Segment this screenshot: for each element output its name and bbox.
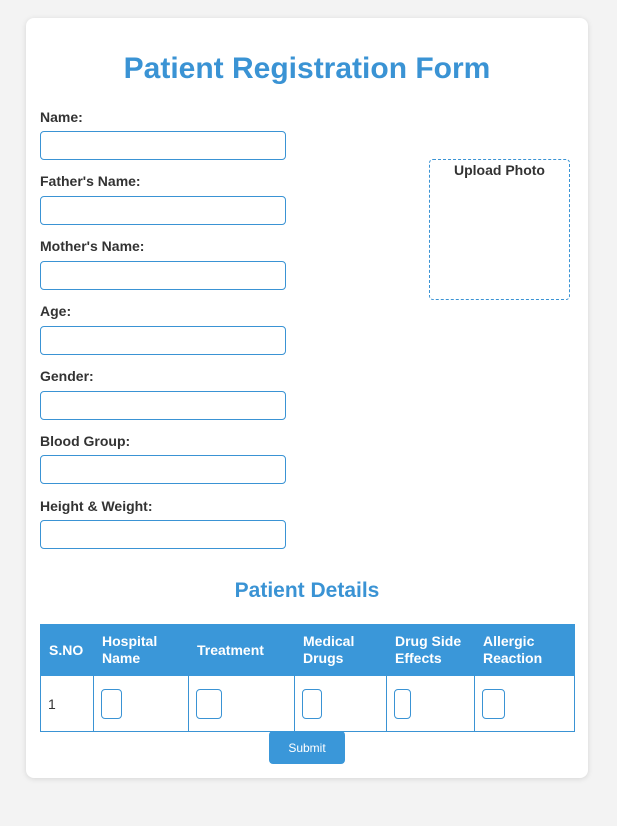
page-title: Patient Registration Form [123, 52, 491, 85]
drug-side-effects-input[interactable] [394, 689, 411, 719]
upload-photo-label: Upload Photo [454, 162, 545, 178]
mothers-name-field[interactable] [40, 261, 286, 290]
name-field[interactable] [40, 131, 286, 160]
table-header-row [41, 625, 575, 676]
medical-drugs-cell [295, 676, 387, 732]
sno-cell: 1 [41, 676, 94, 732]
patient-details-table [40, 624, 575, 732]
fathers-name-field[interactable] [40, 196, 286, 225]
allergic-reaction-input[interactable] [482, 689, 505, 719]
column-header-sno: S.NO [41, 625, 94, 676]
treatment-cell [189, 676, 295, 732]
upload-photo-box[interactable] [429, 159, 570, 300]
hospital-name-input[interactable] [101, 689, 122, 719]
gender-label: Gender: [40, 368, 94, 384]
submit-button[interactable]: Submit [269, 731, 345, 764]
fathers-name-label: Father's Name: [40, 173, 141, 189]
column-header-allergic-reaction: Allergic Reaction [475, 625, 575, 676]
age-field[interactable] [40, 326, 286, 355]
column-header-medical-drugs: Medical Drugs [295, 625, 387, 676]
medical-drugs-input[interactable] [302, 689, 322, 719]
allergic-reaction-cell [475, 676, 575, 732]
blood-group-label: Blood Group: [40, 433, 131, 449]
height-weight-field[interactable] [40, 520, 286, 549]
table-row [41, 676, 575, 732]
blood-group-field[interactable] [40, 455, 286, 484]
patient-details-title: Patient Details [234, 579, 380, 602]
mothers-name-label: Mother's Name: [40, 238, 145, 254]
column-header-treatment: Treatment [189, 625, 295, 676]
column-header-drug-side-effects: Drug Side Effects [387, 625, 475, 676]
name-label: Name: [40, 109, 83, 125]
treatment-input[interactable] [196, 689, 222, 719]
hospital-name-cell [94, 676, 189, 732]
column-header-hospital-name: Hospital Name [94, 625, 189, 676]
height-weight-label: Height & Weight: [40, 498, 153, 514]
gender-field[interactable] [40, 391, 286, 420]
drug-side-effects-cell [387, 676, 475, 732]
registration-card [26, 18, 588, 778]
age-label: Age: [40, 303, 72, 319]
